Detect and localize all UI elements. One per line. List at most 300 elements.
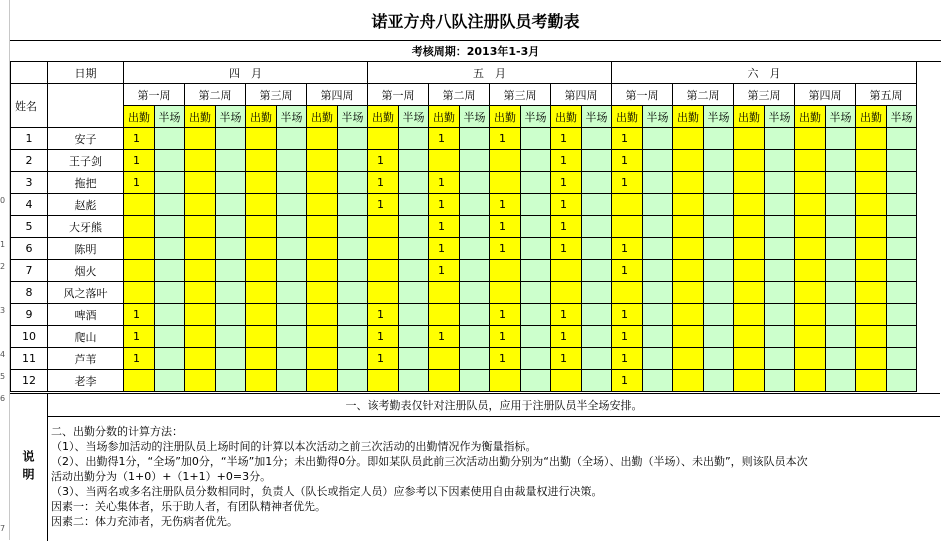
attend-cell[interactable]: [734, 260, 765, 282]
member-number[interactable]: 1: [11, 128, 48, 150]
half-cell[interactable]: [277, 304, 307, 326]
half-cell[interactable]: [216, 194, 246, 216]
attend-cell[interactable]: [795, 326, 826, 348]
attend-cell[interactable]: [307, 194, 338, 216]
half-cell[interactable]: [887, 304, 917, 326]
attend-cell[interactable]: [734, 172, 765, 194]
attend-label-cell[interactable]: 出勤: [612, 106, 643, 128]
half-cell[interactable]: [826, 194, 856, 216]
attend-label-cell[interactable]: 出勤: [551, 106, 582, 128]
attend-cell[interactable]: 1: [551, 194, 582, 216]
attend-cell[interactable]: [856, 194, 887, 216]
row-number[interactable]: 5: [0, 372, 6, 381]
attend-cell[interactable]: [734, 128, 765, 150]
half-cell[interactable]: [521, 260, 551, 282]
half-cell[interactable]: [704, 260, 734, 282]
attend-cell[interactable]: [185, 238, 216, 260]
attend-cell[interactable]: [856, 128, 887, 150]
attend-cell[interactable]: [673, 260, 704, 282]
half-cell[interactable]: [826, 348, 856, 370]
half-label-cell[interactable]: 半场: [216, 106, 246, 128]
attend-cell[interactable]: [734, 238, 765, 260]
half-cell[interactable]: [521, 304, 551, 326]
attend-cell[interactable]: 1: [429, 238, 460, 260]
half-cell[interactable]: [765, 150, 795, 172]
half-label-cell[interactable]: 半场: [765, 106, 795, 128]
half-cell[interactable]: [582, 216, 612, 238]
attend-cell[interactable]: [124, 216, 155, 238]
attend-cell[interactable]: 1: [490, 326, 521, 348]
member-number[interactable]: 6: [11, 238, 48, 260]
attend-cell[interactable]: [551, 282, 582, 304]
attend-cell[interactable]: 1: [612, 150, 643, 172]
attend-cell[interactable]: 1: [429, 216, 460, 238]
half-cell[interactable]: [582, 370, 612, 392]
half-label-cell[interactable]: 半场: [155, 106, 185, 128]
half-cell[interactable]: [643, 282, 673, 304]
attend-cell[interactable]: 1: [124, 326, 155, 348]
half-cell[interactable]: [643, 194, 673, 216]
half-cell[interactable]: [277, 326, 307, 348]
attend-cell[interactable]: [246, 260, 277, 282]
half-cell[interactable]: [887, 172, 917, 194]
half-cell[interactable]: [216, 238, 246, 260]
attend-label-cell[interactable]: 出勤: [490, 106, 521, 128]
attend-cell[interactable]: [490, 150, 521, 172]
week-header[interactable]: 第五周: [856, 84, 917, 106]
half-cell[interactable]: [521, 238, 551, 260]
week-header[interactable]: 第一周: [612, 84, 673, 106]
attend-cell[interactable]: 1: [551, 348, 582, 370]
half-cell[interactable]: [765, 172, 795, 194]
attend-cell[interactable]: [856, 238, 887, 260]
week-header[interactable]: 第一周: [368, 84, 429, 106]
attend-cell[interactable]: [307, 216, 338, 238]
attend-cell[interactable]: 1: [551, 150, 582, 172]
half-cell[interactable]: [582, 260, 612, 282]
member-name[interactable]: 拖把: [48, 172, 124, 194]
attend-cell[interactable]: [185, 304, 216, 326]
half-cell[interactable]: [826, 326, 856, 348]
attend-cell[interactable]: [734, 282, 765, 304]
row-number[interactable]: 7: [0, 524, 6, 533]
attend-cell[interactable]: 1: [551, 238, 582, 260]
half-cell[interactable]: [887, 194, 917, 216]
half-cell[interactable]: [887, 370, 917, 392]
half-cell[interactable]: [826, 172, 856, 194]
attend-cell[interactable]: [795, 304, 826, 326]
attend-cell[interactable]: [490, 260, 521, 282]
half-cell[interactable]: [277, 370, 307, 392]
attend-cell[interactable]: 1: [490, 304, 521, 326]
attend-cell[interactable]: 1: [490, 194, 521, 216]
attend-label-cell[interactable]: 出勤: [856, 106, 887, 128]
member-name[interactable]: 啤酒: [48, 304, 124, 326]
half-cell[interactable]: [155, 348, 185, 370]
week-header[interactable]: 第一周: [124, 84, 185, 106]
half-cell[interactable]: [704, 348, 734, 370]
half-cell[interactable]: [155, 238, 185, 260]
attend-cell[interactable]: 1: [612, 128, 643, 150]
attend-cell[interactable]: [185, 216, 216, 238]
half-cell[interactable]: [338, 128, 368, 150]
attend-cell[interactable]: 1: [612, 370, 643, 392]
half-cell[interactable]: [460, 150, 490, 172]
attend-cell[interactable]: [246, 194, 277, 216]
attend-cell[interactable]: [307, 128, 338, 150]
half-cell[interactable]: [460, 238, 490, 260]
half-cell[interactable]: [216, 128, 246, 150]
attend-cell[interactable]: [856, 348, 887, 370]
week-header[interactable]: 第三周: [490, 84, 551, 106]
member-name[interactable]: 爬山: [48, 326, 124, 348]
attend-cell[interactable]: [795, 260, 826, 282]
half-label-cell[interactable]: 半场: [887, 106, 917, 128]
week-header[interactable]: 第二周: [673, 84, 734, 106]
half-cell[interactable]: [277, 128, 307, 150]
half-cell[interactable]: [521, 216, 551, 238]
half-cell[interactable]: [277, 282, 307, 304]
member-number[interactable]: 8: [11, 282, 48, 304]
week-header[interactable]: 第四周: [551, 84, 612, 106]
half-label-cell[interactable]: 半场: [460, 106, 490, 128]
attend-cell[interactable]: [856, 326, 887, 348]
attend-cell[interactable]: 1: [429, 260, 460, 282]
half-cell[interactable]: [460, 260, 490, 282]
half-cell[interactable]: [704, 150, 734, 172]
attend-label-cell[interactable]: 出勤: [368, 106, 399, 128]
member-number[interactable]: 5: [11, 216, 48, 238]
attend-label-cell[interactable]: 出勤: [185, 106, 216, 128]
half-cell[interactable]: [887, 348, 917, 370]
half-label-cell[interactable]: 半场: [582, 106, 612, 128]
half-cell[interactable]: [338, 216, 368, 238]
attend-cell[interactable]: [856, 260, 887, 282]
attend-cell[interactable]: 1: [612, 326, 643, 348]
attend-cell[interactable]: [307, 260, 338, 282]
row-number[interactable]: 1: [0, 240, 6, 249]
attend-cell[interactable]: [185, 172, 216, 194]
half-cell[interactable]: [887, 216, 917, 238]
attend-cell[interactable]: [490, 172, 521, 194]
attend-cell[interactable]: [673, 304, 704, 326]
attend-cell[interactable]: 1: [612, 304, 643, 326]
half-label-cell[interactable]: 半场: [338, 106, 368, 128]
half-cell[interactable]: [338, 282, 368, 304]
attend-cell[interactable]: [551, 370, 582, 392]
member-name[interactable]: 芦苇: [48, 348, 124, 370]
half-cell[interactable]: [887, 128, 917, 150]
half-cell[interactable]: [887, 326, 917, 348]
attend-cell[interactable]: 1: [429, 128, 460, 150]
attend-cell[interactable]: [124, 194, 155, 216]
half-cell[interactable]: [704, 128, 734, 150]
half-cell[interactable]: [155, 282, 185, 304]
attend-cell[interactable]: [490, 370, 521, 392]
attend-cell[interactable]: [307, 348, 338, 370]
sheet-title[interactable]: 诺亚方舟八队注册队员考勤表: [10, 0, 941, 41]
half-cell[interactable]: [643, 128, 673, 150]
row-number[interactable]: 4: [0, 350, 6, 359]
attend-cell[interactable]: 1: [490, 216, 521, 238]
attend-cell[interactable]: 1: [368, 304, 399, 326]
half-cell[interactable]: [338, 172, 368, 194]
half-cell[interactable]: [399, 260, 429, 282]
member-number[interactable]: 4: [11, 194, 48, 216]
half-cell[interactable]: [155, 172, 185, 194]
period-label[interactable]: 考核周期：2013年1-3月: [10, 41, 941, 62]
attend-cell[interactable]: [673, 216, 704, 238]
attend-cell[interactable]: 1: [124, 348, 155, 370]
half-cell[interactable]: [277, 348, 307, 370]
half-cell[interactable]: [582, 282, 612, 304]
half-cell[interactable]: [582, 348, 612, 370]
half-cell[interactable]: [765, 348, 795, 370]
half-cell[interactable]: [643, 348, 673, 370]
half-cell[interactable]: [338, 304, 368, 326]
member-number[interactable]: 9: [11, 304, 48, 326]
half-cell[interactable]: [643, 370, 673, 392]
attend-cell[interactable]: 1: [124, 150, 155, 172]
half-cell[interactable]: [216, 216, 246, 238]
attend-cell[interactable]: [307, 150, 338, 172]
half-cell[interactable]: [765, 194, 795, 216]
attend-cell[interactable]: [124, 370, 155, 392]
half-cell[interactable]: [460, 370, 490, 392]
half-cell[interactable]: [582, 238, 612, 260]
half-cell[interactable]: [521, 348, 551, 370]
attend-cell[interactable]: [124, 260, 155, 282]
attend-cell[interactable]: 1: [551, 326, 582, 348]
half-cell[interactable]: [399, 216, 429, 238]
half-cell[interactable]: [765, 238, 795, 260]
attend-cell[interactable]: [734, 150, 765, 172]
half-cell[interactable]: [887, 150, 917, 172]
half-cell[interactable]: [460, 304, 490, 326]
attend-cell[interactable]: [795, 128, 826, 150]
half-cell[interactable]: [521, 282, 551, 304]
name-label[interactable]: 姓名: [11, 84, 48, 128]
attend-cell[interactable]: [246, 216, 277, 238]
half-label-cell[interactable]: 半场: [399, 106, 429, 128]
half-cell[interactable]: [277, 260, 307, 282]
notes-body[interactable]: [48, 394, 940, 541]
half-cell[interactable]: [277, 216, 307, 238]
notes-label[interactable]: 说明: [10, 394, 48, 541]
attend-cell[interactable]: [368, 128, 399, 150]
member-name[interactable]: 烟火: [48, 260, 124, 282]
half-cell[interactable]: [582, 128, 612, 150]
half-cell[interactable]: [887, 260, 917, 282]
half-cell[interactable]: [338, 150, 368, 172]
attend-cell[interactable]: [856, 150, 887, 172]
member-number[interactable]: 7: [11, 260, 48, 282]
half-cell[interactable]: [643, 150, 673, 172]
member-name[interactable]: 安子: [48, 128, 124, 150]
half-cell[interactable]: [216, 370, 246, 392]
attend-cell[interactable]: 1: [429, 194, 460, 216]
attend-cell[interactable]: 1: [124, 304, 155, 326]
half-cell[interactable]: [521, 370, 551, 392]
half-cell[interactable]: [277, 194, 307, 216]
half-cell[interactable]: [216, 150, 246, 172]
half-cell[interactable]: [826, 282, 856, 304]
half-cell[interactable]: [155, 326, 185, 348]
member-number[interactable]: 3: [11, 172, 48, 194]
half-cell[interactable]: [155, 260, 185, 282]
half-cell[interactable]: [704, 238, 734, 260]
half-cell[interactable]: [826, 304, 856, 326]
attend-cell[interactable]: [673, 282, 704, 304]
attend-cell[interactable]: [856, 216, 887, 238]
half-cell[interactable]: [338, 194, 368, 216]
row-number[interactable]: 2: [0, 262, 6, 271]
half-cell[interactable]: [216, 304, 246, 326]
attend-cell[interactable]: [185, 348, 216, 370]
half-cell[interactable]: [704, 304, 734, 326]
attend-cell[interactable]: [429, 304, 460, 326]
attend-label-cell[interactable]: 出勤: [673, 106, 704, 128]
half-cell[interactable]: [643, 304, 673, 326]
attend-cell[interactable]: [185, 194, 216, 216]
attend-cell[interactable]: 1: [612, 172, 643, 194]
half-cell[interactable]: [460, 282, 490, 304]
half-cell[interactable]: [765, 326, 795, 348]
attend-cell[interactable]: [856, 282, 887, 304]
attend-cell[interactable]: [246, 326, 277, 348]
attend-cell[interactable]: [307, 172, 338, 194]
half-cell[interactable]: [399, 172, 429, 194]
attend-cell[interactable]: [246, 370, 277, 392]
half-cell[interactable]: [765, 282, 795, 304]
attend-cell[interactable]: [368, 282, 399, 304]
attend-cell[interactable]: [795, 348, 826, 370]
member-number[interactable]: 10: [11, 326, 48, 348]
attend-cell[interactable]: [429, 348, 460, 370]
attend-cell[interactable]: [673, 348, 704, 370]
attend-cell[interactable]: [856, 172, 887, 194]
half-label-cell[interactable]: 半场: [704, 106, 734, 128]
half-cell[interactable]: [582, 194, 612, 216]
half-label-cell[interactable]: 半场: [826, 106, 856, 128]
attend-cell[interactable]: 1: [612, 348, 643, 370]
half-cell[interactable]: [704, 194, 734, 216]
half-cell[interactable]: [643, 326, 673, 348]
attend-label-cell[interactable]: 出勤: [429, 106, 460, 128]
half-cell[interactable]: [887, 238, 917, 260]
attend-cell[interactable]: 1: [124, 172, 155, 194]
attend-cell[interactable]: [368, 216, 399, 238]
half-cell[interactable]: [216, 326, 246, 348]
half-cell[interactable]: [399, 128, 429, 150]
half-cell[interactable]: [582, 304, 612, 326]
attend-cell[interactable]: 1: [490, 238, 521, 260]
half-cell[interactable]: [338, 260, 368, 282]
half-cell[interactable]: [399, 238, 429, 260]
attend-cell[interactable]: 1: [368, 348, 399, 370]
half-cell[interactable]: [826, 238, 856, 260]
row-number[interactable]: 3: [0, 306, 6, 315]
half-cell[interactable]: [765, 304, 795, 326]
month-header[interactable]: 四 月: [124, 62, 368, 84]
half-cell[interactable]: [399, 282, 429, 304]
half-cell[interactable]: [704, 326, 734, 348]
attend-cell[interactable]: [307, 326, 338, 348]
half-cell[interactable]: [155, 194, 185, 216]
member-number[interactable]: 12: [11, 370, 48, 392]
half-cell[interactable]: [460, 326, 490, 348]
attend-cell[interactable]: 1: [551, 216, 582, 238]
half-cell[interactable]: [460, 128, 490, 150]
half-cell[interactable]: [521, 150, 551, 172]
half-cell[interactable]: [521, 128, 551, 150]
attend-cell[interactable]: [734, 348, 765, 370]
attend-cell[interactable]: [490, 282, 521, 304]
half-cell[interactable]: [399, 194, 429, 216]
week-header[interactable]: 第三周: [734, 84, 795, 106]
half-cell[interactable]: [765, 260, 795, 282]
half-cell[interactable]: [399, 304, 429, 326]
half-cell[interactable]: [155, 370, 185, 392]
attend-cell[interactable]: [795, 172, 826, 194]
attend-cell[interactable]: [734, 304, 765, 326]
attend-cell[interactable]: [368, 260, 399, 282]
member-number[interactable]: 11: [11, 348, 48, 370]
half-cell[interactable]: [643, 260, 673, 282]
half-cell[interactable]: [399, 326, 429, 348]
member-name[interactable]: 老李: [48, 370, 124, 392]
half-label-cell[interactable]: 半场: [277, 106, 307, 128]
member-number[interactable]: 2: [11, 150, 48, 172]
attend-cell[interactable]: 1: [551, 172, 582, 194]
attend-cell[interactable]: [612, 194, 643, 216]
attend-cell[interactable]: [368, 370, 399, 392]
attend-cell[interactable]: 1: [368, 172, 399, 194]
attend-cell[interactable]: [551, 260, 582, 282]
half-cell[interactable]: [765, 370, 795, 392]
half-cell[interactable]: [887, 282, 917, 304]
attend-cell[interactable]: 1: [124, 128, 155, 150]
attend-cell[interactable]: 1: [612, 260, 643, 282]
week-header[interactable]: 第二周: [185, 84, 246, 106]
half-cell[interactable]: [338, 238, 368, 260]
half-cell[interactable]: [277, 238, 307, 260]
attend-cell[interactable]: [246, 304, 277, 326]
half-cell[interactable]: [277, 172, 307, 194]
attend-cell[interactable]: [612, 282, 643, 304]
half-cell[interactable]: [155, 150, 185, 172]
month-header[interactable]: 六 月: [612, 62, 917, 84]
half-label-cell[interactable]: 半场: [643, 106, 673, 128]
half-cell[interactable]: [460, 172, 490, 194]
attend-cell[interactable]: [856, 370, 887, 392]
attend-cell[interactable]: 1: [368, 150, 399, 172]
attend-cell[interactable]: [734, 370, 765, 392]
attend-cell[interactable]: [185, 282, 216, 304]
half-cell[interactable]: [216, 348, 246, 370]
attend-cell[interactable]: [856, 304, 887, 326]
week-header[interactable]: 第三周: [246, 84, 307, 106]
half-cell[interactable]: [399, 150, 429, 172]
half-cell[interactable]: [521, 194, 551, 216]
attend-cell[interactable]: [368, 238, 399, 260]
attend-label-cell[interactable]: 出勤: [246, 106, 277, 128]
attend-cell[interactable]: 1: [490, 348, 521, 370]
week-header[interactable]: 第四周: [307, 84, 368, 106]
half-cell[interactable]: [704, 370, 734, 392]
half-cell[interactable]: [704, 172, 734, 194]
attend-cell[interactable]: [795, 282, 826, 304]
